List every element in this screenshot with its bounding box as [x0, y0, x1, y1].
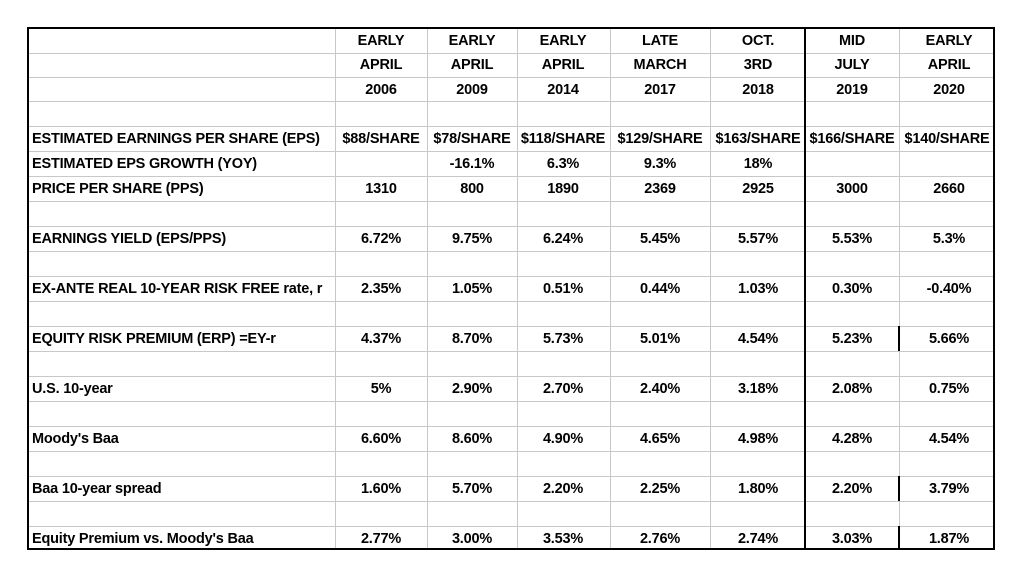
cell-erp-2014: 5.73%: [542, 331, 584, 347]
cell-pps-2014: 1890: [547, 181, 579, 197]
cell-erp-2006: 4.37%: [360, 331, 402, 347]
cell-pps-2009: 800: [460, 181, 484, 197]
column-divider: [804, 27, 806, 550]
cell-baa-2017: 4.65%: [639, 431, 681, 447]
gridline: [28, 251, 994, 252]
gridline: [28, 526, 994, 527]
header-col3-line1: EARLY: [539, 33, 587, 49]
header-col5-line3: 2018: [742, 82, 774, 98]
row-label-equity-premium-vs-baa: Equity Premium vs. Moody's Baa: [32, 531, 254, 547]
cell-us10-2017: 2.40%: [639, 381, 681, 397]
cell-spread-2020: 3.79%: [928, 481, 970, 497]
header-col3-line2: APRIL: [541, 57, 585, 73]
cell-ey-2019: 5.53%: [831, 231, 873, 247]
gridline: [610, 28, 611, 550]
header-col6-line1: MID: [839, 33, 865, 49]
cell-baa-2014: 4.90%: [542, 431, 584, 447]
cell-us10-2018: 3.18%: [737, 381, 779, 397]
cell-spread-2019: 2.20%: [831, 481, 873, 497]
gridline: [28, 476, 994, 477]
header-col3-line3: 2014: [547, 82, 579, 98]
header-col2-line3: 2009: [456, 82, 488, 98]
header-col1-line3: 2006: [365, 82, 397, 98]
cell-spread-2017: 2.25%: [639, 481, 681, 497]
border-bottom: [28, 548, 994, 550]
cell-epbaa-2019: 3.03%: [831, 531, 873, 547]
cell-rf-2019: 0.30%: [831, 281, 873, 297]
cell-growth-2009: -16.1%: [449, 156, 495, 172]
header-col4-line2: MARCH: [633, 57, 687, 73]
cell-border-mark: [898, 326, 900, 351]
cell-rf-2020: -0.40%: [926, 281, 972, 297]
cell-erp-2017: 5.01%: [639, 331, 681, 347]
cell-eps-2009: $78/SHARE: [433, 131, 511, 147]
row-label-eps-growth: ESTIMATED EPS GROWTH (YOY): [32, 156, 257, 172]
cell-pps-2020: 2660: [933, 181, 965, 197]
header-col7-line1: EARLY: [925, 33, 973, 49]
cell-ey-2018: 5.57%: [737, 231, 779, 247]
header-col4-line3: 2017: [644, 82, 676, 98]
cell-us10-2014: 2.70%: [542, 381, 584, 397]
gridline: [28, 376, 994, 377]
cell-ey-2014: 6.24%: [542, 231, 584, 247]
cell-us10-2020: 0.75%: [928, 381, 970, 397]
row-label-eps: ESTIMATED EARNINGS PER SHARE (EPS): [32, 131, 320, 147]
cell-spread-2006: 1.60%: [360, 481, 402, 497]
cell-ey-2006: 6.72%: [360, 231, 402, 247]
row-label-risk-free: EX-ANTE REAL 10-YEAR RISK FREE rate, r: [32, 281, 323, 297]
cell-epbaa-2006: 2.77%: [360, 531, 402, 547]
cell-us10-2009: 2.90%: [451, 381, 493, 397]
gridline: [28, 226, 994, 227]
cell-erp-2020: 5.66%: [928, 331, 970, 347]
cell-growth-2018: 18%: [743, 156, 773, 172]
cell-erp-2018: 4.54%: [737, 331, 779, 347]
cell-epbaa-2018: 2.74%: [737, 531, 779, 547]
gridline: [28, 451, 994, 452]
cell-pps-2018: 2925: [742, 181, 774, 197]
header-col6-line3: 2019: [836, 82, 868, 98]
row-label-us-10-year: U.S. 10-year: [32, 381, 113, 397]
cell-epbaa-2020: 1.87%: [928, 531, 970, 547]
header-col4-line1: LATE: [642, 33, 678, 49]
header-col7-line2: APRIL: [927, 57, 971, 73]
cell-spread-2009: 5.70%: [451, 481, 493, 497]
row-label-moodys-baa: Moody's Baa: [32, 431, 119, 447]
row-label-erp: EQUITY RISK PREMIUM (ERP) =EY-r: [32, 331, 276, 347]
cell-rf-2009: 1.05%: [451, 281, 493, 297]
cell-erp-2009: 8.70%: [451, 331, 493, 347]
cell-eps-2019: $166/SHARE: [809, 131, 895, 147]
gridline: [28, 326, 994, 327]
cell-growth-2017: 9.3%: [643, 156, 677, 172]
cell-eps-2017: $129/SHARE: [617, 131, 703, 147]
cell-baa-2019: 4.28%: [831, 431, 873, 447]
border-right: [993, 27, 995, 550]
gridline: [28, 501, 994, 502]
cell-baa-2020: 4.54%: [928, 431, 970, 447]
gridline: [710, 28, 711, 550]
cell-us10-2019: 2.08%: [831, 381, 873, 397]
row-label-earnings-yield: EARNINGS YIELD (EPS/PPS): [32, 231, 226, 247]
header-col1-line1: EARLY: [357, 33, 405, 49]
cell-eps-2018: $163/SHARE: [715, 131, 801, 147]
cell-erp-2019: 5.23%: [831, 331, 873, 347]
gridline: [28, 101, 994, 102]
header-col7-line3: 2020: [933, 82, 965, 98]
cell-spread-2014: 2.20%: [542, 481, 584, 497]
gridline: [28, 301, 994, 302]
cell-pps-2017: 2369: [644, 181, 676, 197]
cell-baa-2009: 8.60%: [451, 431, 493, 447]
cell-epbaa-2017: 2.76%: [639, 531, 681, 547]
cell-epbaa-2009: 3.00%: [451, 531, 493, 547]
cell-rf-2014: 0.51%: [542, 281, 584, 297]
gridline: [335, 28, 336, 550]
cell-rf-2006: 2.35%: [360, 281, 402, 297]
gridline: [28, 151, 994, 152]
cell-ey-2017: 5.45%: [639, 231, 681, 247]
header-col2-line2: APRIL: [450, 57, 494, 73]
cell-us10-2006: 5%: [370, 381, 392, 397]
gridline: [427, 28, 428, 550]
header-col2-line1: EARLY: [448, 33, 496, 49]
gridline: [28, 276, 994, 277]
gridline: [28, 77, 994, 78]
cell-eps-2014: $118/SHARE: [520, 131, 606, 147]
cell-pps-2006: 1310: [365, 181, 397, 197]
cell-ey-2020: 5.3%: [932, 231, 966, 247]
cell-growth-2014: 6.3%: [546, 156, 580, 172]
cell-spread-2018: 1.80%: [737, 481, 779, 497]
gridline: [28, 201, 994, 202]
row-label-baa-spread: Baa 10-year spread: [32, 481, 162, 497]
cell-border-mark: [898, 476, 900, 501]
gridline: [28, 351, 994, 352]
gridline: [28, 176, 994, 177]
cell-pps-2019: 3000: [836, 181, 868, 197]
gridline: [517, 28, 518, 550]
cell-baa-2018: 4.98%: [737, 431, 779, 447]
header-col5-line1: OCT.: [741, 33, 775, 49]
gridline: [899, 28, 900, 550]
gridline: [28, 426, 994, 427]
gridline: [28, 53, 994, 54]
cell-eps-2006: $88/SHARE: [342, 131, 420, 147]
cell-ey-2009: 9.75%: [451, 231, 493, 247]
gridline: [28, 126, 994, 127]
header-col5-line2: 3RD: [743, 57, 773, 73]
cell-eps-2020: $140/SHARE: [904, 131, 990, 147]
header-col1-line2: APRIL: [359, 57, 403, 73]
cell-epbaa-2014: 3.53%: [542, 531, 584, 547]
cell-border-mark: [898, 526, 900, 549]
row-label-pps: PRICE PER SHARE (PPS): [32, 181, 204, 197]
header-col6-line2: JULY: [834, 57, 870, 73]
cell-rf-2017: 0.44%: [639, 281, 681, 297]
cell-baa-2006: 6.60%: [360, 431, 402, 447]
border-left: [27, 27, 29, 550]
gridline: [28, 401, 994, 402]
cell-rf-2018: 1.03%: [737, 281, 779, 297]
border-top: [28, 27, 994, 29]
